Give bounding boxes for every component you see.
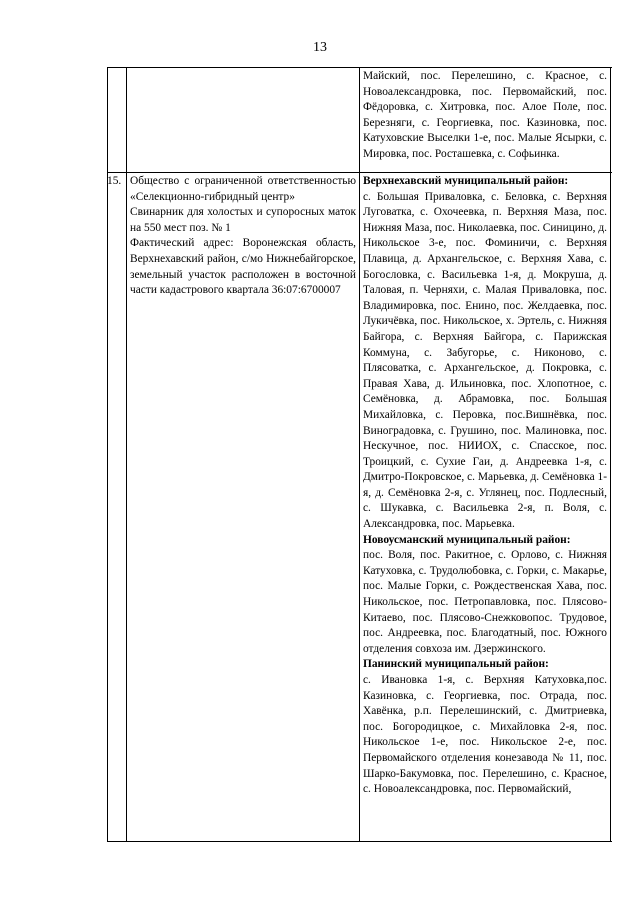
region-title-novousmansky: Новоусманский муниципальный район: xyxy=(363,533,571,546)
settlements-cell xyxy=(363,174,607,798)
region-title-paninsky: Панинский муниципальный район: xyxy=(363,658,549,671)
region-settlements-verkhnekhavsky: с. Большая Приваловка, с. Беловка, с. Верхняя Луговатка, с. Охочеевка, п. Верхняя Маза, пос. Нижняя Маза, пос. Николаевка, пос. Синицино, д. Никольское 3-е, пос. Фоминичи, с. Верхняя Плавица, д. Архангельское, с. Верхняя Хава, с. Богословка, с. Васильевка 1-я, д. Мокруша, д. Таловая, п. Черняхи, с. Малая Приваловка, пос. Владимировка, пос. Енино, пос. Желдаевка, пос. Лукичёвка, пос. Никольское, х. Эртель, с. Нижняя Байгора, с. Верхняя Байгора, с. Парижская Коммуна, с. Забугорье, с. Никоново, с. Плясоватка, с. Архангельское, д. Покровка, с. Правая Хава, д. Ильиновка, пос. Хлопотное, с. Семёновка, д. Абрамовка, пос. Большая Михайловка, с. Перовка, пос.Вишнёвка, пос. Виноградовка, с. Грушино, пос. Малиновка, пос. Нескучное, пос. НИИОХ, с. Спасское, пос. Троицкий, с. Сухие Гаи, д. Андреевка 1-я, с. Дмитро-Покровское, с. Марьевка, д. Семёновка 1-я, д. Семёновка 2-я, с. Углянец, пос. Подлесный, с. Шукавка, с. Васильевка 2-я, п. Воля, с. Александровка, пос. Марьевка. xyxy=(363,190,608,531)
region-title-verkhnekhavsky: Верхнехавский муниципальный район: xyxy=(363,175,569,187)
page-number: 13 xyxy=(313,40,327,55)
region-settlements-novousmansky: пос. Воля, пос. Ракитное, с. Орлово, с. Нижняя Катуховка, с. Трудолюбовка, с. Горки, с. Макарье, пос. Малые Горки, с. Рождественская Хава, пос. Никольское, пос. Петропавловка, пос. Плясово-Китаево, пос. Плясово-Снежковопос. Трудовое, пос. Андреевка, пос. Благодатный, пос. Южного отделения совхоза им. Дзержинского. xyxy=(363,549,607,655)
organization-cell xyxy=(130,174,356,299)
table-border-right xyxy=(610,68,611,841)
column-divider-1 xyxy=(126,68,127,841)
continuation-cell xyxy=(363,69,607,163)
settlements-table xyxy=(107,67,612,842)
row-divider xyxy=(107,172,612,173)
column-divider-2 xyxy=(359,68,360,841)
facility-description: Свинарник для холостых и супоросных маток на 550 мест поз. № 1 xyxy=(130,206,356,234)
continuation-text: Майский, пос. Перелешино, с. Красное, с. Новоалександровка, пос. Первомайский, пос. Фёдоровка, с. Хитровка, пос. Алое Поле, пос. Березняги, с. Георгиевка, пос. Казиновка, пос. Катуховские Выселки 1-е, пос. Малые Ясырки, с. Мировка, пос. Росташевка, с. Софьинка. xyxy=(363,70,607,160)
region-settlements-paninsky: с. Ивановка 1-я, с. Верхняя Катуховка,пос. Казиновка, с. Георгиевка, пос. Отрада, пос. Хавёнка, р.п. Перелешинский, с. Дмитриевка, пос. Богородицкое, с. Михайловка 2-я, пос. Никольское 1-е, пос. Никольское 2-е, пос. Первомайского отделения конезавода № 11, пос. Шарко-Бакумовка, пос. Перелешино, с. Красное, с. Новоалександровка, пос. Первомайский, xyxy=(363,674,607,796)
actual-address: Фактический адрес: Воронежская область, Верхнехавский район, с/мо Нижнебайгорское, земельный участок расположен в восточной части кадастрового квартала 36:07:6700007 xyxy=(130,237,356,297)
row-number: 15. xyxy=(107,175,122,187)
organization-name: Общество с ограниченной ответственностью «Селекционно-гибридный центр» xyxy=(130,175,356,203)
